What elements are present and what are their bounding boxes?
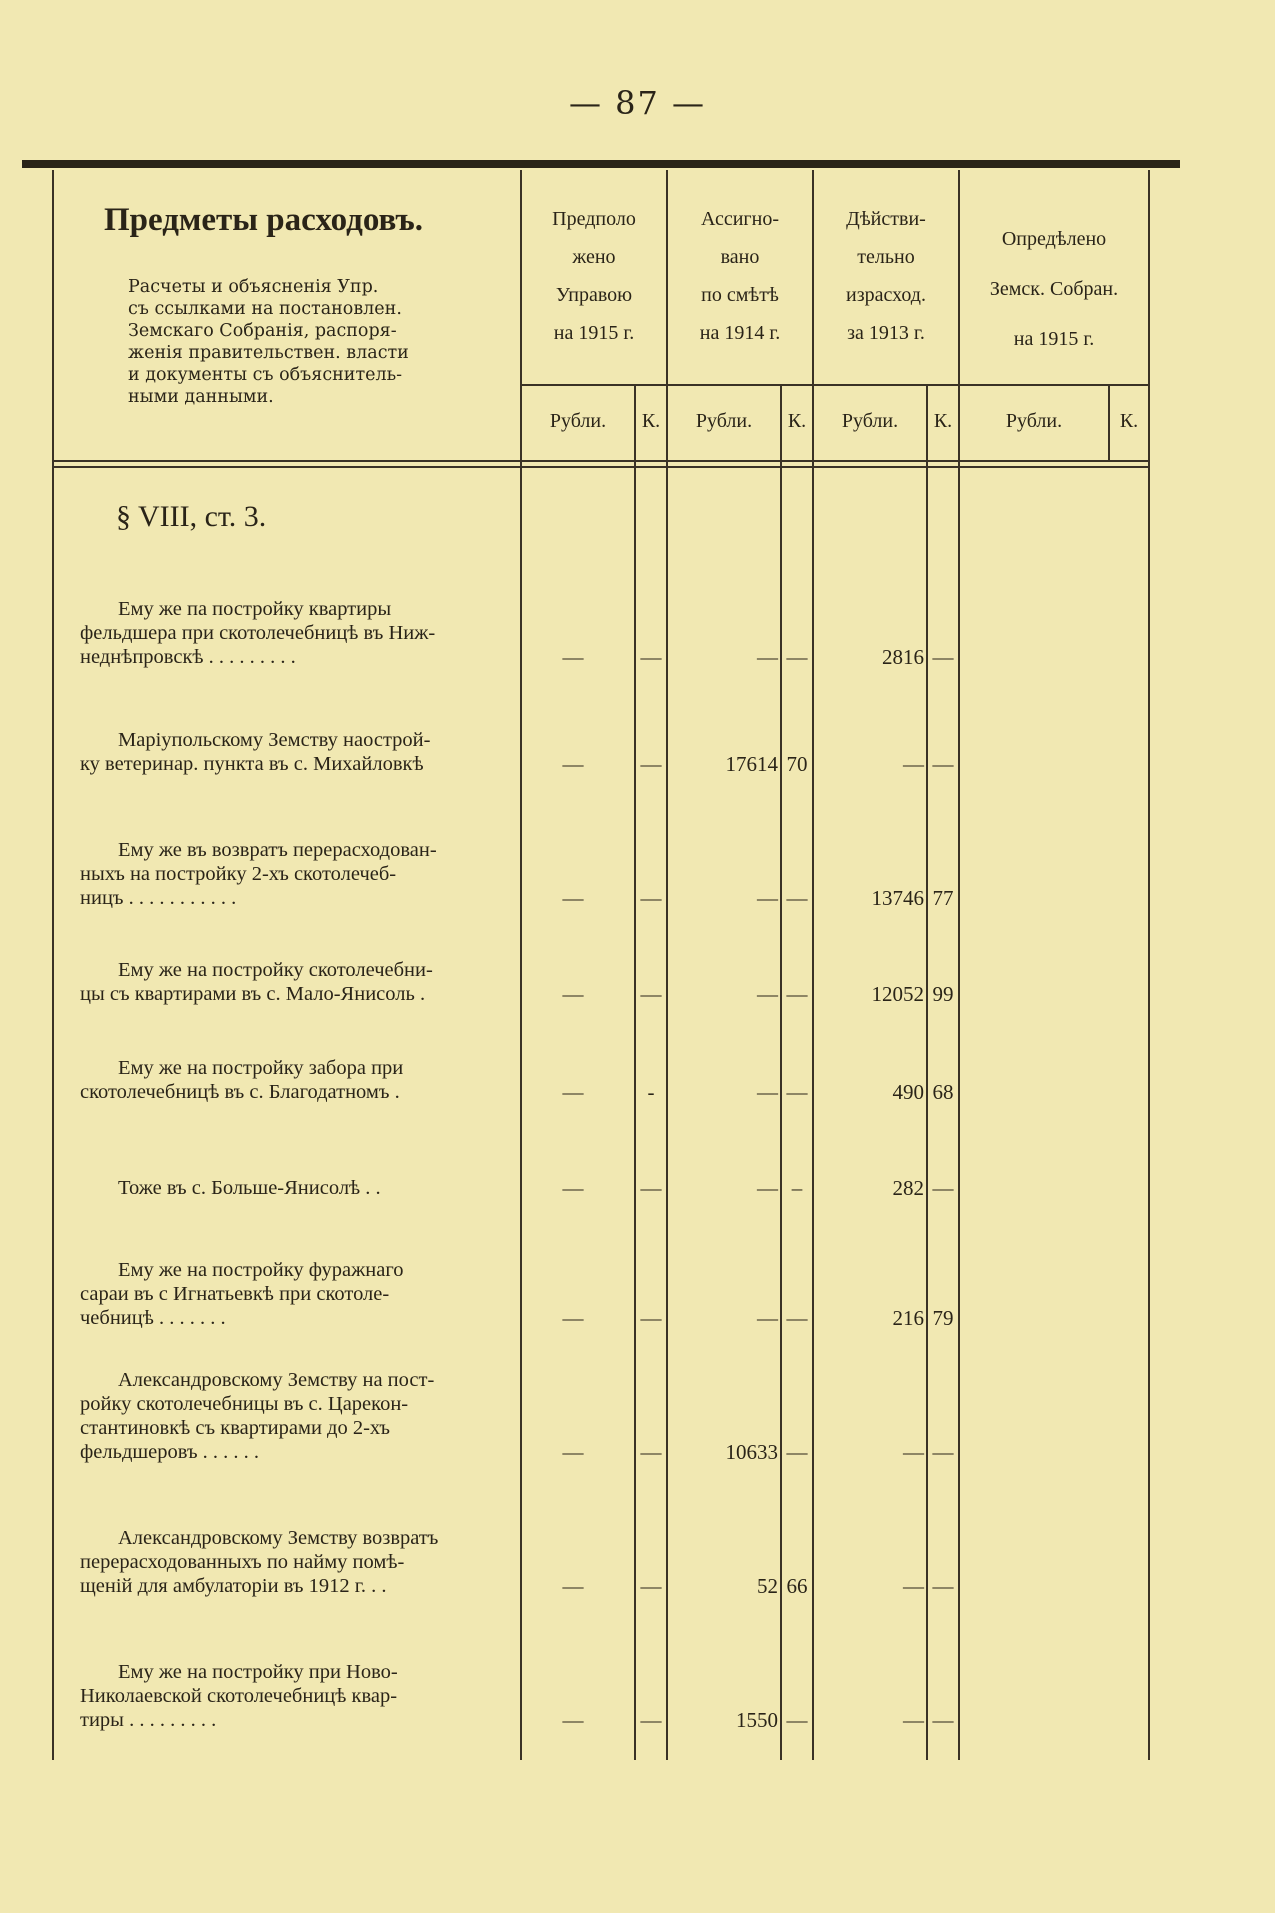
cell-planned-r: — [562, 982, 584, 1006]
cell-planned-r: — [562, 1306, 584, 1330]
row-text-line: Ему же на постройку скотолечебни- [118, 959, 433, 981]
cell-assigned-k: – [791, 1176, 803, 1200]
cell-assigned-k: — [786, 1080, 808, 1104]
row-text-line: скотолечебницѣ въ с. Благодатномъ . [80, 1081, 400, 1103]
row-text-line: ницъ . . . . . . . . . . . [80, 887, 237, 909]
cell-planned-k: — [640, 645, 662, 669]
cell-spent-r: 13746 [871, 886, 924, 910]
row-text-line: стантиновкѣ съ квартирами до 2-хъ [80, 1417, 390, 1439]
cell-assigned-k: — [786, 982, 808, 1006]
header-bottom-rule [52, 460, 1148, 462]
cell-assigned-k: 66 [786, 1574, 808, 1598]
cell-spent-k: — [932, 1176, 954, 1200]
table-row-description [80, 728, 506, 776]
header-description-line: женія правительствен. власти [128, 343, 409, 363]
cell-planned-k: — [640, 1440, 662, 1464]
row-text-line: неднѣпровскѣ . . . . . . . . . [80, 646, 296, 668]
kopek-divider [780, 386, 782, 1760]
cell-spent-r: 2816 [882, 645, 924, 669]
column-header-line: за 1913 г. [847, 322, 925, 344]
cell-planned-r: — [562, 645, 584, 669]
cell-planned-r: — [562, 752, 584, 776]
cell-spent-r: 12052 [871, 982, 924, 1006]
cell-assigned-r: — [757, 645, 778, 669]
cell-assigned-r: — [757, 1306, 778, 1330]
cell-assigned-r: 17614 [725, 752, 778, 776]
cell-assigned-r: 1550 [736, 1708, 778, 1732]
column-header-line: израсход. [846, 284, 926, 306]
table-row-description [80, 1368, 506, 1464]
unit-kopeks: К. [787, 410, 807, 432]
unit-rubles: Рубли. [549, 410, 607, 432]
row-text-line: Александровскому Земству возвратъ [118, 1527, 439, 1549]
column-divider [666, 170, 668, 1760]
column-header-line: Ассигно- [701, 208, 779, 230]
row-text-line: щеній для амбулаторіи въ 1912 г. . . [80, 1575, 387, 1597]
cell-spent-k: — [932, 1708, 954, 1732]
table-row-description [80, 1660, 506, 1732]
table-row-description [80, 597, 506, 669]
cell-planned-r: — [562, 1080, 584, 1104]
header-description-line: Расчеты и объясненія Упр. [128, 277, 379, 297]
cell-planned-r: — [562, 1176, 584, 1200]
row-text-line: Ему же на постройку при Ново- [118, 1661, 398, 1683]
column-header-assigned [668, 200, 812, 352]
section-heading: § VIII, ст. 3. [116, 500, 267, 533]
row-text-line: фельдшеровъ . . . . . . [80, 1441, 260, 1463]
header-title: Предметы расходовъ. [104, 202, 423, 238]
header-description-line: и документы съ объяснитель- [128, 365, 403, 385]
cell-planned-k: — [640, 982, 662, 1006]
cell-assigned-k: — [786, 1306, 808, 1330]
cell-spent-k: 79 [932, 1306, 954, 1330]
table-row-description [80, 1176, 506, 1200]
cell-spent-r: 216 [892, 1306, 924, 1330]
row-text-line: Ему же на постройку забора при [118, 1057, 404, 1079]
cell-spent-r: — [903, 1574, 924, 1598]
cell-spent-r: — [903, 752, 924, 776]
cell-assigned-r: 52 [757, 1574, 778, 1598]
cell-planned-r: — [562, 1440, 584, 1464]
kopek-divider [634, 386, 636, 1760]
unit-kopeks: К. [1119, 410, 1139, 432]
cell-spent-r: — [903, 1440, 924, 1464]
cell-planned-k: — [640, 1574, 662, 1598]
row-text-line: цы съ квартирами въ с. Мало-Янисоль . [80, 983, 426, 1005]
column-header-line: Предполо [552, 208, 636, 230]
kopek-divider [926, 386, 928, 1760]
cell-assigned-r: — [757, 886, 778, 910]
table-row-description [80, 1056, 506, 1104]
table-right-border [1148, 170, 1150, 1760]
cell-spent-k: 68 [932, 1080, 954, 1104]
column-header-line: вано [720, 246, 760, 268]
cell-planned-k: — [640, 1306, 662, 1330]
column-divider [520, 170, 522, 1760]
row-text-line: ныхъ на постройку 2-хъ скотолечеб- [80, 863, 397, 885]
row-text-line: Тоже въ с. Больше-Янисолѣ . . [118, 1177, 381, 1199]
cell-assigned-k: — [786, 1708, 808, 1732]
column-header-approved [960, 214, 1148, 364]
row-text-line: Ему же па постройку квартиры [118, 598, 392, 620]
top-rule [22, 160, 1180, 168]
cell-assigned-k: 70 [786, 752, 808, 776]
cell-assigned-r: 10633 [725, 1440, 778, 1464]
row-text-line: перерасходованныхъ по найму помѣ- [80, 1551, 405, 1573]
column-header-line: Опредѣлено [1001, 228, 1107, 250]
cell-spent-r: 490 [892, 1080, 924, 1104]
column-divider [958, 170, 960, 1760]
column-header-planned [522, 200, 666, 352]
table-left-border [52, 170, 54, 1760]
cell-planned-r: — [562, 886, 584, 910]
page-number: — 87 — [568, 84, 707, 122]
table-row-description [80, 958, 506, 1006]
column-header-line: на 1915 г. [1013, 328, 1095, 350]
row-text-line: Александровскому Земству на пост- [118, 1369, 435, 1391]
row-text-line: Ему же въ возвратъ перерасходован- [118, 839, 437, 861]
cell-spent-k: — [932, 1574, 954, 1598]
row-text-line: Николаевской скотолечебницѣ квар- [80, 1685, 398, 1707]
cell-spent-k: — [932, 752, 954, 776]
cell-planned-r: — [562, 1574, 584, 1598]
cell-assigned-r: — [757, 982, 778, 1006]
cell-planned-k: — [640, 886, 662, 910]
table-row-description [80, 838, 506, 910]
column-header-line: по смѣтѣ [701, 284, 779, 306]
cell-assigned-r: — [757, 1176, 778, 1200]
column-header-line: жено [572, 246, 616, 268]
table-row-description [80, 1258, 506, 1330]
column-header-line: Земск. Собран. [989, 278, 1119, 300]
column-divider [812, 170, 814, 1760]
column-header-spent [814, 200, 958, 352]
column-header-line: Дѣйстви- [846, 208, 926, 230]
header-bottom-rule [52, 466, 1148, 468]
header-description-line: ными данными. [128, 387, 274, 407]
row-text-line: Маріупольскому Земству наострой- [118, 729, 431, 751]
cell-planned-k: — [640, 752, 662, 776]
unit-kopeks: К. [933, 410, 953, 432]
cell-assigned-k: — [786, 886, 808, 910]
row-text-line: чебницѣ . . . . . . . [80, 1307, 226, 1329]
cell-assigned-k: — [786, 645, 808, 669]
cell-spent-k: 99 [932, 982, 954, 1006]
unit-rubles: Рубли. [1005, 410, 1063, 432]
row-text-line: ку ветеринар. пункта въ с. Михайловкѣ [80, 753, 424, 775]
cell-spent-k: — [932, 1440, 954, 1464]
row-text-line: фельдшера при скотолечебницѣ въ Ниж- [80, 622, 436, 644]
cell-planned-k: — [640, 1708, 662, 1732]
row-text-line: Ему же на постройку фуражнаго [118, 1259, 404, 1281]
cell-planned-k: — [640, 1176, 662, 1200]
cell-spent-r: 282 [892, 1176, 924, 1200]
column-header-line: на 1915 г. [553, 322, 635, 344]
subheader-rule [520, 384, 1148, 386]
cell-planned-r: — [562, 1708, 584, 1732]
column-header-line: тельно [857, 246, 915, 268]
header-description-line: Земскаго Собранія, распоря- [128, 321, 397, 341]
header-description-line: съ ссылками на постановлен. [128, 299, 402, 319]
column-header-line: на 1914 г. [699, 322, 781, 344]
cell-assigned-r: — [757, 1080, 778, 1104]
cell-spent-r: — [903, 1708, 924, 1732]
row-text-line: ройку скотолечебницы въ с. Царекон- [80, 1393, 409, 1415]
row-text-line: тиры . . . . . . . . . [80, 1709, 217, 1731]
cell-assigned-k: — [786, 1440, 808, 1464]
cell-spent-k: 77 [932, 886, 954, 910]
column-header-line: Управою [555, 284, 633, 306]
table-row-description [80, 1526, 506, 1598]
cell-planned-k: - [647, 1080, 655, 1104]
unit-kopeks: К. [641, 410, 661, 432]
unit-rubles: Рубли. [695, 410, 753, 432]
header-description [128, 276, 444, 408]
row-text-line: сараи въ с Игнатьевкѣ при скотоле- [80, 1283, 390, 1305]
unit-rubles: Рубли. [841, 410, 899, 432]
cell-spent-k: — [932, 645, 954, 669]
